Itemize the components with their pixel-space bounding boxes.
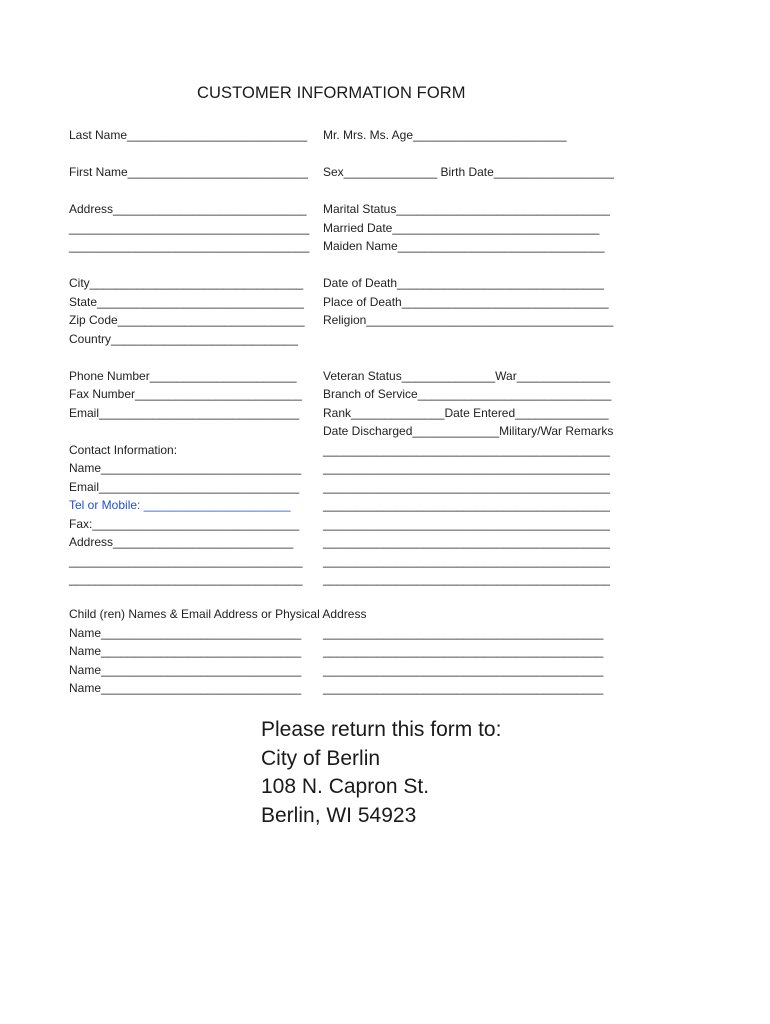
rank-date-entered-field[interactable]: Rank______________Date Entered______________ — [323, 405, 609, 420]
fax-number-field[interactable]: Fax Number_________________________ — [69, 387, 302, 401]
remarks-line[interactable]: ___________________________________________ — [323, 516, 610, 531]
address-field[interactable]: Address_____________________________ — [69, 202, 307, 216]
spacer — [323, 348, 614, 367]
first-name-field[interactable]: First Name___________________________ — [69, 165, 308, 179]
date-discharged-remarks-field[interactable]: Date Discharged_____________Military/War Remarks — [323, 424, 614, 438]
contact-name-field[interactable]: Name______________________________ — [69, 461, 302, 475]
phone-number-field[interactable]: Phone Number______________________ — [69, 368, 297, 383]
city-field[interactable]: City________________________________ — [69, 276, 304, 290]
place-of-death-field[interactable]: Place of Death_______________________________ — [323, 294, 609, 309]
child-address-field[interactable]: __________________________________________ — [323, 662, 604, 677]
contact-information-heading: Contact Information: — [69, 442, 178, 457]
marital-status-field[interactable]: Marital Status________________________________ — [323, 202, 610, 216]
left-column — [69, 126, 309, 589]
spacer — [69, 256, 309, 275]
remarks-line[interactable]: ___________________________________________ — [323, 553, 610, 568]
return-organization: City of Berlin — [261, 746, 381, 770]
children-heading: Child (ren) Names & Email Address or Physical Address — [69, 607, 367, 621]
remarks-line[interactable]: ___________________________________________ — [323, 535, 610, 549]
child-row — [69, 679, 603, 698]
zip-code-field[interactable]: Zip Code____________________________ — [69, 313, 305, 327]
remarks-line[interactable]: ___________________________________________ — [323, 442, 610, 457]
return-street: 108 N. Capron St. — [261, 775, 430, 798]
contact-address-line-3[interactable]: ___________________________________ — [69, 572, 303, 586]
spacer — [323, 145, 614, 164]
child-name-field[interactable]: Name______________________________ — [69, 625, 302, 640]
contact-fax-field[interactable]: Fax:_______________________________ — [69, 516, 300, 531]
date-of-death-field[interactable]: Date of Death_______________________________ — [323, 276, 604, 290]
spacer — [69, 145, 309, 164]
child-address-field[interactable]: __________________________________________ — [323, 681, 604, 695]
sex-birth-date-field[interactable]: Sex______________ Birth Date__________________ — [323, 165, 614, 179]
child-name-field[interactable]: Name______________________________ — [69, 644, 302, 658]
remarks-line[interactable]: ___________________________________________ — [323, 461, 610, 475]
contact-email-field[interactable]: Email______________________________ — [69, 479, 300, 494]
veteran-status-war-field[interactable]: Veteran Status______________War______________ — [323, 368, 611, 383]
return-city-state-zip: Berlin, WI 54923 — [261, 803, 417, 827]
spacer — [69, 422, 309, 441]
children-section — [69, 605, 603, 698]
address-line-3[interactable]: ____________________________________ — [69, 239, 310, 253]
child-row — [69, 624, 603, 643]
spacer — [323, 182, 614, 201]
branch-of-service-field[interactable]: Branch of Service_____________________________ — [323, 387, 612, 401]
return-instruction: Please return this form to: — [261, 718, 502, 741]
contact-tel-mobile-link[interactable]: Tel or Mobile: ______________________ — [69, 498, 291, 512]
spacer — [323, 330, 614, 349]
child-address-field[interactable]: __________________________________________ — [323, 644, 604, 658]
form-title: CUSTOMER INFORMATION FORM — [197, 84, 466, 102]
remarks-line[interactable]: ___________________________________________ — [323, 479, 610, 494]
right-column — [323, 126, 614, 589]
maiden-name-field[interactable]: Maiden Name_______________________________ — [323, 239, 605, 253]
spacer — [69, 182, 309, 201]
child-row — [69, 661, 603, 680]
spacer — [69, 348, 309, 367]
country-field[interactable]: Country____________________________ — [69, 331, 298, 346]
child-address-field[interactable]: __________________________________________ — [323, 625, 604, 640]
email-field[interactable]: Email______________________________ — [69, 405, 300, 420]
married-date-field[interactable]: Married Date_______________________________ — [323, 220, 600, 235]
contact-address-field[interactable]: Address___________________________ — [69, 535, 294, 549]
state-field[interactable]: State_______________________________ — [69, 294, 304, 309]
child-name-field[interactable]: Name______________________________ — [69, 662, 302, 677]
child-name-field[interactable]: Name______________________________ — [69, 681, 302, 695]
religion-field[interactable]: Religion_____________________________________ — [323, 313, 614, 327]
last-name-field[interactable]: Last Name___________________________ — [69, 128, 308, 142]
salutation-age-field[interactable]: Mr. Mrs. Ms. Age_______________________ — [323, 128, 567, 142]
contact-address-line-2[interactable]: ___________________________________ — [69, 553, 303, 568]
remarks-line[interactable]: ___________________________________________ — [323, 572, 610, 586]
spacer — [323, 256, 614, 275]
remarks-line[interactable]: ___________________________________________ — [323, 498, 610, 512]
return-address-block — [261, 716, 501, 830]
address-line-2[interactable]: ____________________________________ — [69, 220, 310, 235]
child-row — [69, 642, 603, 661]
